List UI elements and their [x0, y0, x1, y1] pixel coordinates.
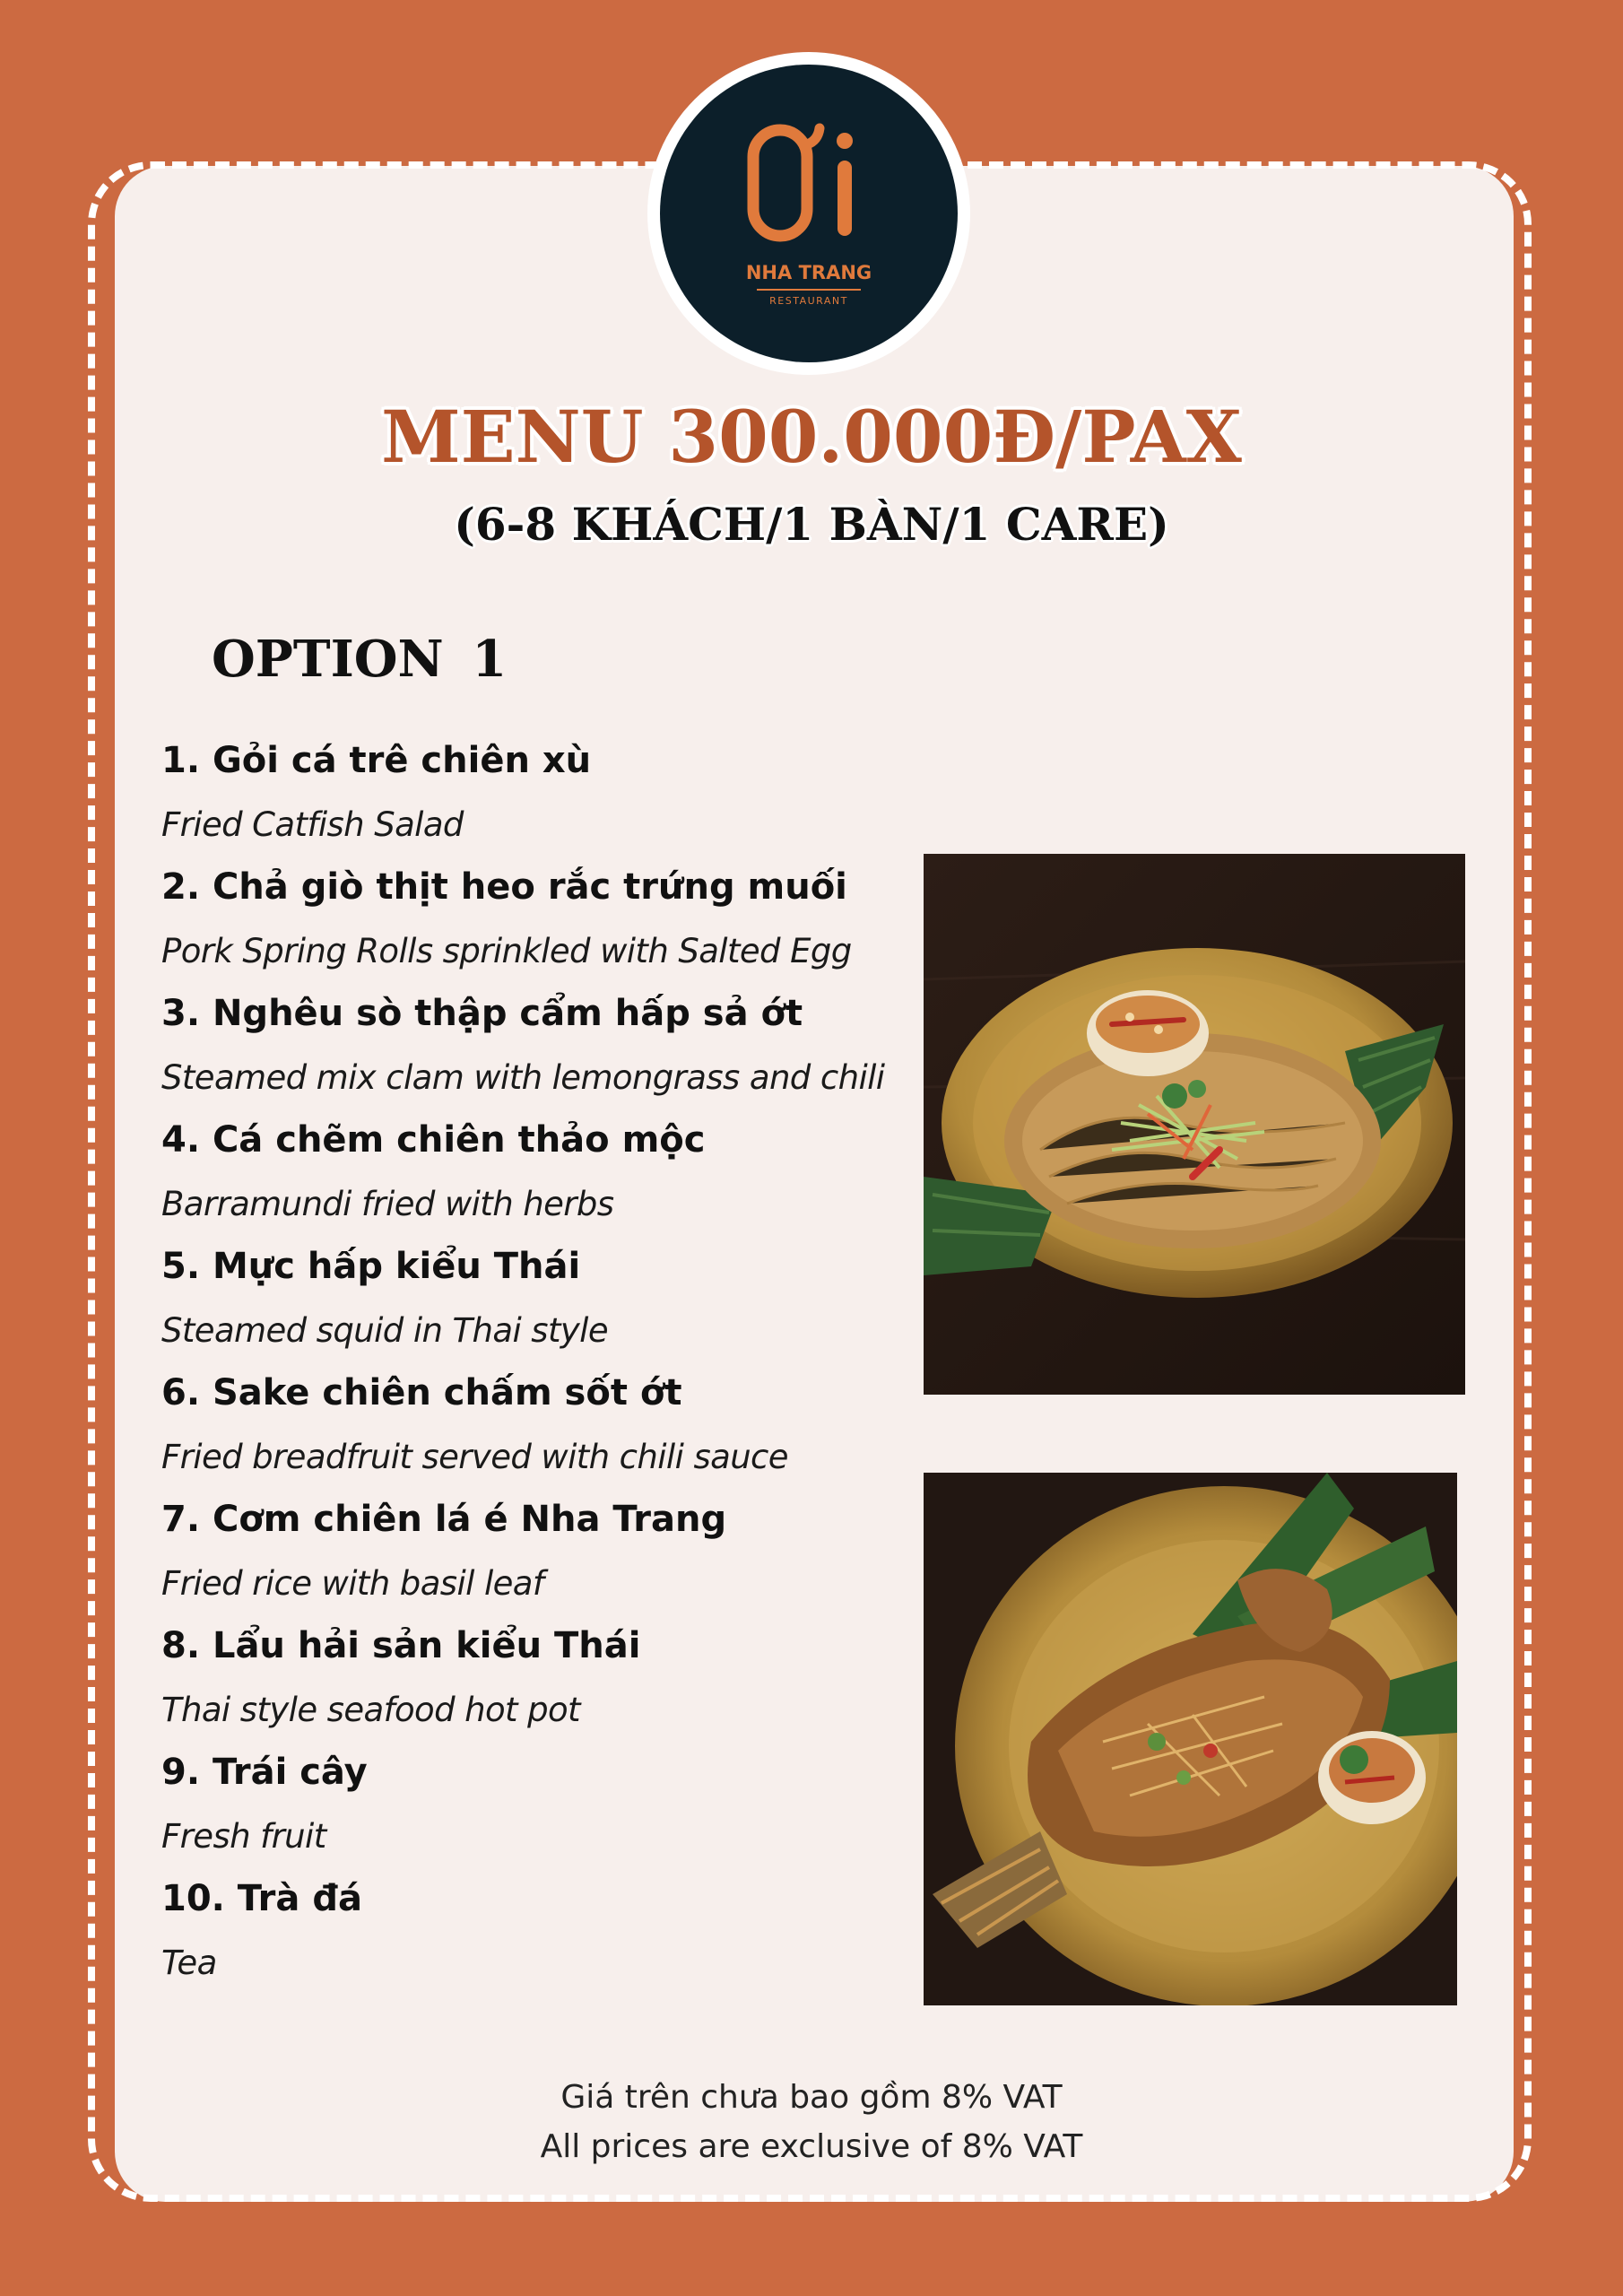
dish-description: Fresh fruit [161, 1817, 326, 1856]
dish-name: 7. Cơm chiên lá é Nha Trang [161, 1499, 727, 1540]
menu-subtitle: (6-8 KHÁCH/1 BÀN/1 CARE) [454, 498, 1169, 551]
dish-description: Pork Spring Rolls sprinkled with Salted Egg [161, 932, 852, 970]
dish-description: Fried rice with basil leaf [161, 1564, 544, 1603]
dish-name: 9. Trái cây [161, 1752, 368, 1793]
menu-item [161, 1743, 924, 1869]
menu-item [161, 1490, 924, 1616]
dish-description: Fried Catfish Salad [161, 805, 464, 844]
menu-item [161, 731, 924, 857]
dish-description: Fried breadfruit served with chili sauce [161, 1438, 788, 1476]
logo-divider [757, 289, 861, 291]
dish-name: 2. Chả giò thịt heo rắc trứng muối [161, 866, 847, 908]
vat-note-vi: Giá trên chưa bao gồm 8% VAT [560, 2079, 1063, 2116]
menu-item [161, 984, 924, 1110]
menu-item [161, 1110, 924, 1237]
menu-item [161, 1363, 924, 1490]
restaurant-logo [647, 52, 970, 375]
salad-photo [924, 854, 1465, 1395]
dish-name: 8. Lẩu hải sản kiểu Thái [161, 1625, 641, 1666]
menu-title: MENU 300.000Đ/PAX [381, 395, 1242, 479]
dish-description: Steamed squid in Thai style [161, 1311, 609, 1350]
dish-description: Thai style seafood hot pot [161, 1691, 580, 1729]
dish-description: Tea [161, 1944, 217, 1982]
dish-name: 5. Mực hấp kiểu Thái [161, 1246, 581, 1287]
dish-name: 6. Sake chiên chấm sốt ớt [161, 1372, 682, 1413]
menu-item [161, 1616, 924, 1743]
menu-item [161, 857, 924, 984]
vat-note-en: All prices are exclusive of 8% VAT [540, 2128, 1083, 2165]
dish-description: Barramundi fried with herbs [161, 1185, 614, 1223]
dish-name: 3. Nghêu sò thập cẩm hấp sả ớt [161, 993, 803, 1034]
menu-list [161, 731, 924, 1996]
dish-description: Steamed mix clam with lemongrass and chili [161, 1058, 885, 1097]
logo-mark-icon [741, 114, 875, 248]
dish-name: 1. Gỏi cá trê chiên xù [161, 740, 592, 781]
menu-item [161, 1869, 924, 1996]
logo-sub: RESTAURANT [769, 295, 848, 307]
dish-name: 4. Cá chẽm chiên thảo mộc [161, 1119, 706, 1161]
logo-name: NHA TRANG [745, 262, 872, 283]
fish-photo [924, 1473, 1457, 2005]
dish-name: 10. Trà đá [161, 1878, 362, 1919]
menu-item [161, 1237, 924, 1363]
option-label: OPTION 1 [212, 630, 508, 689]
